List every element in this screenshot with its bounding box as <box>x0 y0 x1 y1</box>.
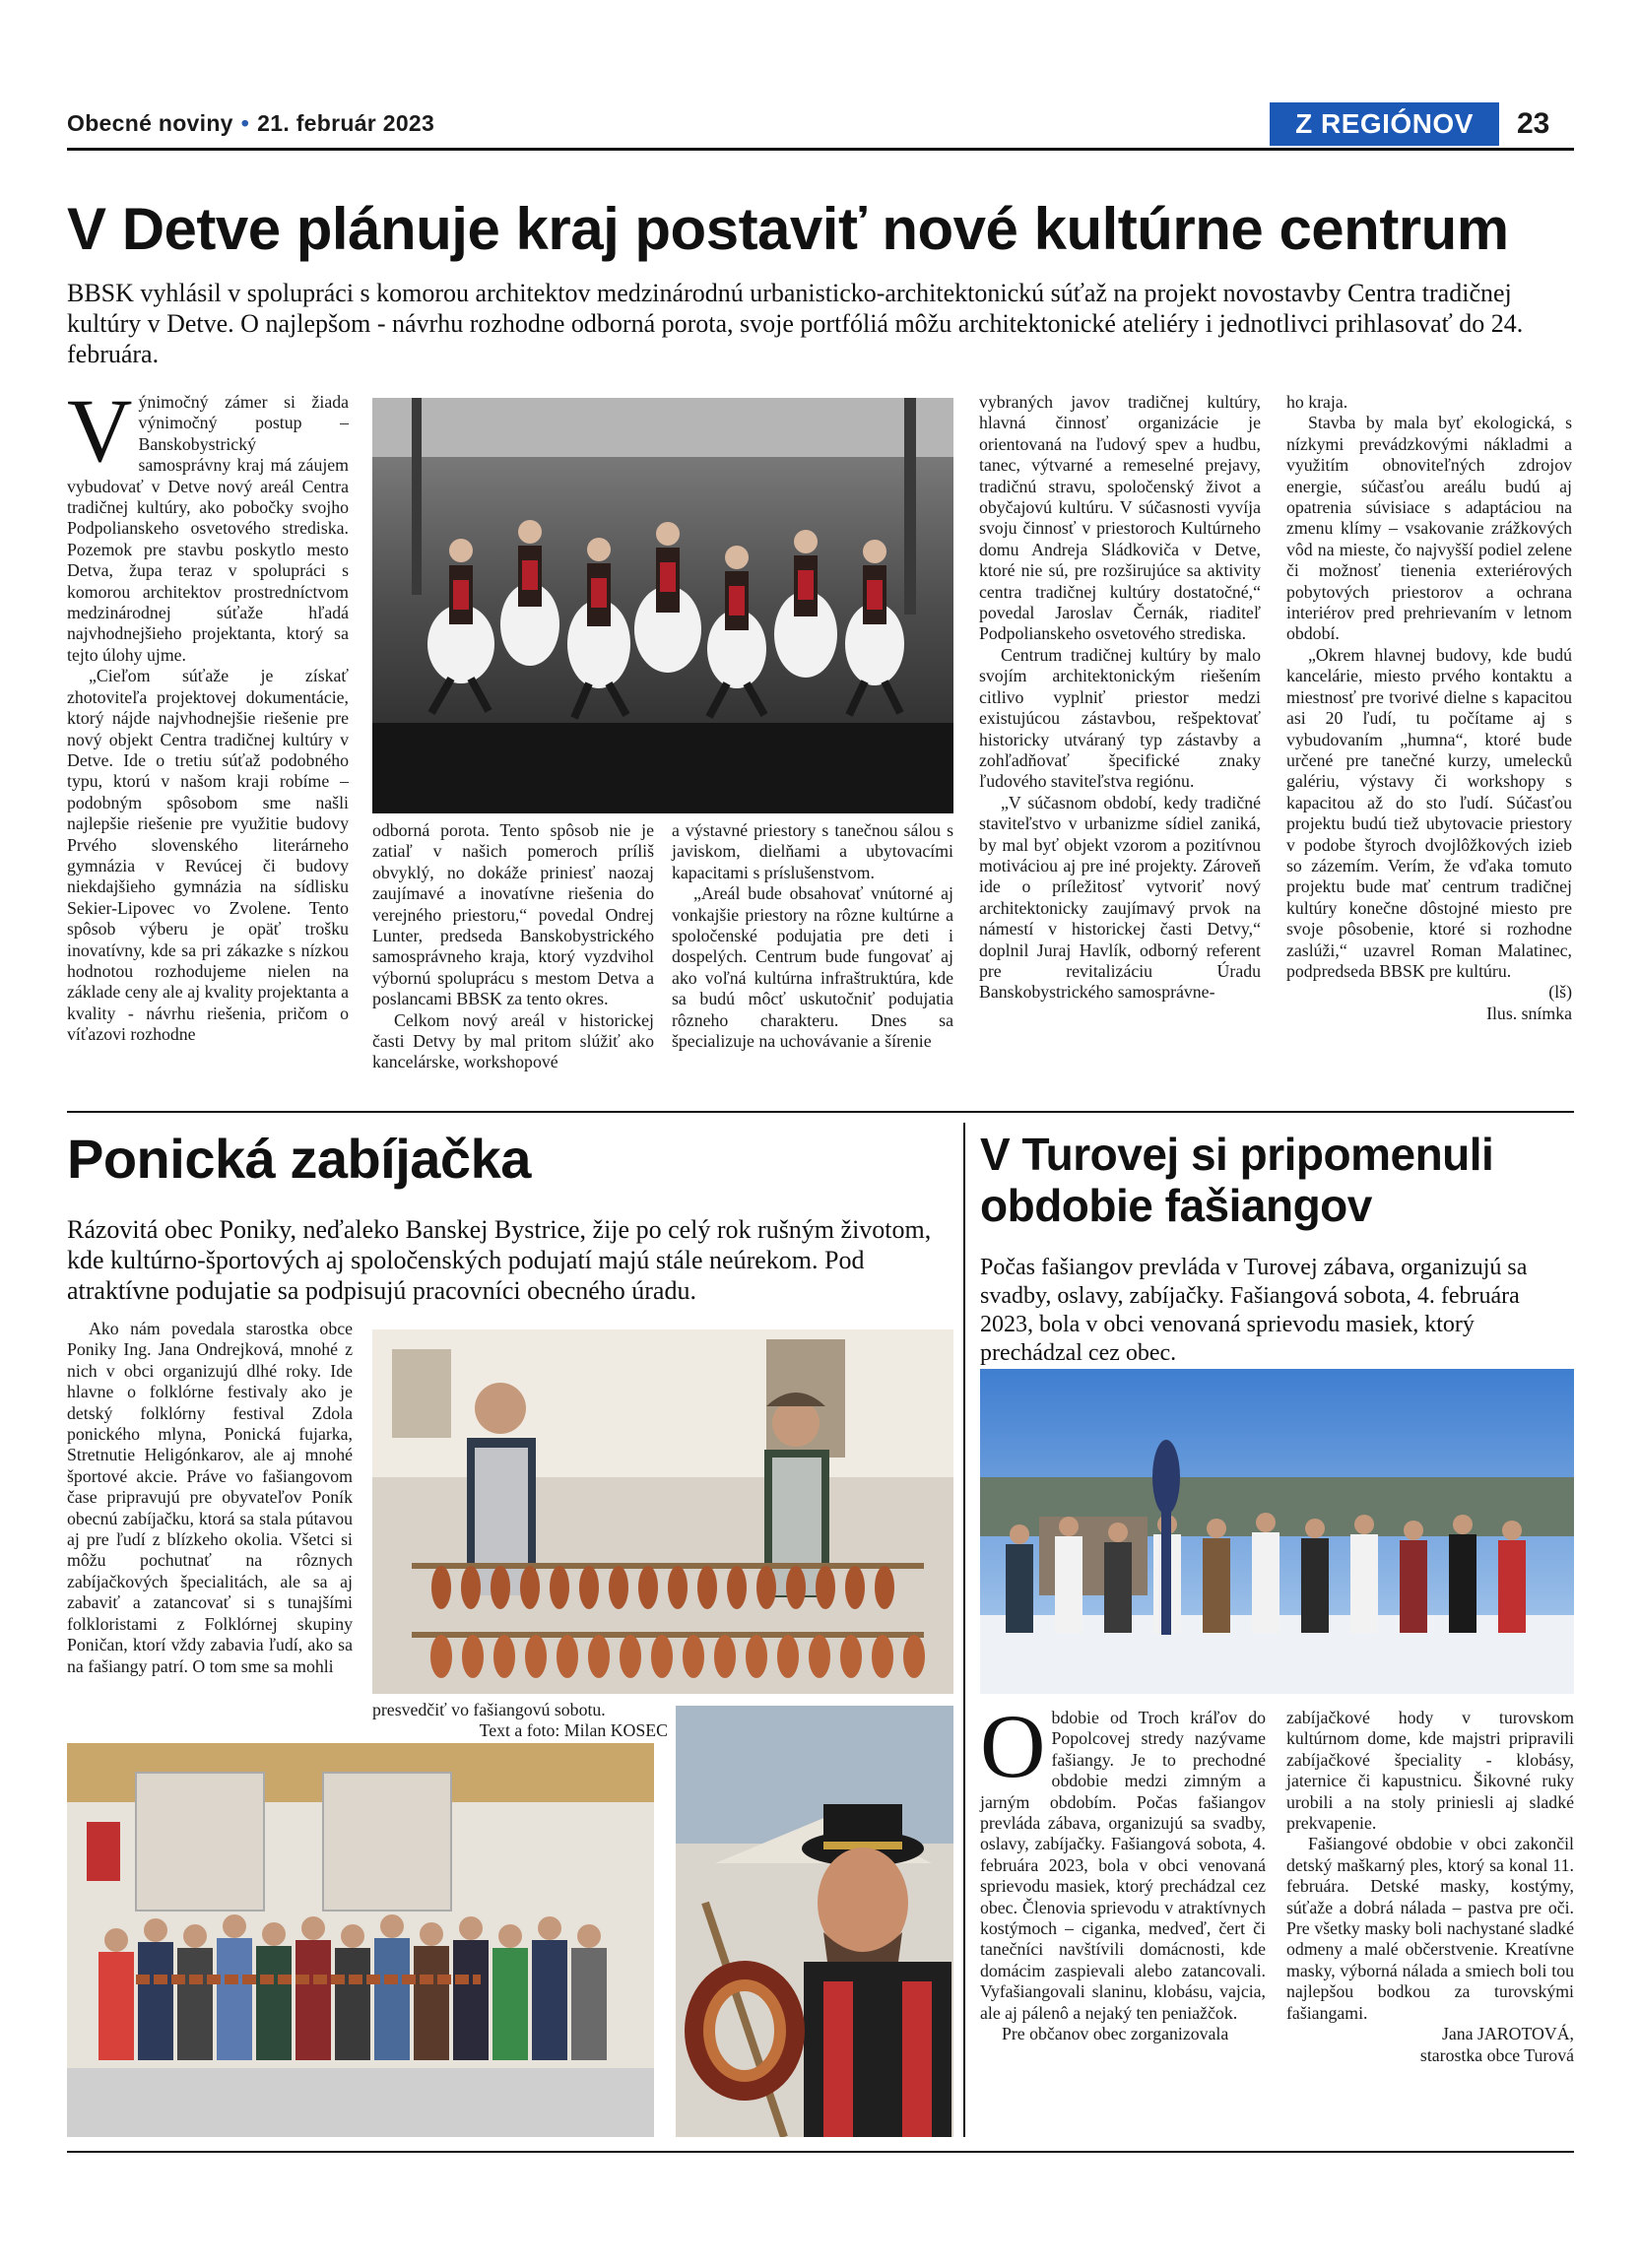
article1-headline: V Detve plánuje kraj postaviť nové kultúrne centrum <box>67 196 1509 262</box>
column-divider <box>963 1123 965 2137</box>
publication-name: Obecné noviny <box>67 110 233 136</box>
article1-col5-p1: ho kraja. <box>1286 392 1348 412</box>
article1-photo-credit: Ilus. snímka <box>1486 1003 1572 1023</box>
page-number: 23 <box>1517 107 1550 140</box>
article1-col1-p1: ýnimočný zámer si žiada výnimočný postup – Banskobystrický samosprávny kraj má záujem vybudovať v Detve nový areál Centra tradičnej kultúry, ako pobočky svojho Podpolianskeho osvetového strediska. Pozemok pre stavbu poskytlo mesto Detva, župa teraz v spolupráci s komorou architektov prostredníctvom medzinárodnej súťaže hľadá najvhodnejšieho projektanta, ktorý sa tejto úlohy ujme. <box>67 392 349 665</box>
article2-caption-block <box>372 1700 668 1742</box>
separator-dot: • <box>240 110 250 136</box>
article1-column-1 <box>67 380 349 1046</box>
footer-rule <box>67 2151 1574 2153</box>
article3-column-2 <box>1286 1708 1574 2066</box>
article1-col4-p3: „V súčasnom období, kedy tradičné staviteľstvo v urbanizme sídiel zaniká, by mal byť objekt vzorom a pozitívnou motiváciou aj pre iné projekty. Zároveň ide o príležitosť vytvoriť nový architektonicky zaujímavý prvok na námestí v historickej časti Detvy,“ doplnil Juraj Havlík, odborný referent pre revitalizáciu Úradu Banskobystrického samosprávne- <box>979 792 1261 1003</box>
article1-column-4 <box>979 392 1261 1004</box>
article1-col4-p2: Centrum tradičnej kultúry by malo svojím architektonickým riešením citlivo vyplniť priestor medzi existujúcou zástavbou, rešpektovať historicky utváraný typ zástavby a zohľadňovať špecifické znaky ľudového staviteľstva regiónu. <box>979 644 1261 792</box>
article3-dropcap: O <box>980 1696 1046 1796</box>
article2-continuation: presvedčiť vo fašiangovú sobotu. <box>372 1700 606 1719</box>
article2-body-column <box>67 1319 353 1677</box>
article1-col2-p2: Celkom nový areál v historickej časti Detvy by mal pritom slúžiť ako kancelárske, workshopové <box>372 1009 654 1072</box>
article1-signature: (lš) <box>1548 982 1572 1003</box>
article3-col1-p2: Pre občanov obec zorganizovala <box>1002 2024 1229 2044</box>
article1-column-5 <box>1286 392 1572 1024</box>
article1-bottom-rule <box>67 1111 1574 1113</box>
article1-col3-p2: „Areál bude obsahovať vnútorné aj vonkajšie priestory na rôzne kultúrne a spoločenské podujatia pre deti i dospelých. Centrum bude fungovať aj ako voľná kultúrna infraštruktúra, kde sa budú môcť uskutočniť podujatia rôzneho charakteru. Dnes sa špecializuje na uchovávanie a šírenie <box>672 883 953 1052</box>
article1-column-3 <box>672 820 953 1052</box>
article2-lead: Rázovitá obec Poniky, neďaleko Banskej Bystrice, žije po celý rok rušným životom, kde kultúrno-športových aj spoločenských podujatí majú stále neúrekom. Pod atraktívne podujatie sa podpisujú pracovníci obecného úradu. <box>67 1215 932 1305</box>
article3-col2-p2: Fašiangové obdobie v obci zakončil detský maškarný ples, ktorý sa konal 11. februára. Detské masky, kostýmy, súťaže a dobrá nálada – pastva pre oči. Pre všetky masky boli nachystané sladké odmeny a malé občerstvenie. Kreatívne masky, výborná nálada a smiech boli tou najlepšou bodkou za turovskými fašiangami. <box>1286 1834 1574 2023</box>
article3-lead: Počas fašiangov prevláda v Turovej zábava, organizujú sa svadby, oslavy, zabíjačky. Fašiangová sobota, 4. februára 2023, bola v obci venovaná sprievodu masiek, ktorý prechádzal cez obec. <box>980 1255 1528 1366</box>
article1-col4-p1: vybraných javov tradičnej kultúry, hlavná činnosť organizácie je orientovaná na ľudový spev a hudbu, tanec, výtvarné a remeselné prejavy, tradičnú stravu, spoločenský život a obyčajovú kultúru. V súčasnosti vyvíja svoju činnosť v priestoroch Kultúrneho domu Andreja Sládkoviča v Detve, ktoré nie sú, pre rozširujúce sa aktivity centra tradičnej kultúry dostatočné,“ povedal Jaroslav Černák, riaditeľ Podpolianskeho osvetového strediska. <box>979 392 1261 644</box>
article2-body: Ako nám povedala starostka obce Poniky Ing. Jana Ondrejková, mnohé z nich v obci organizujú dlhé roky. Ide hlavne o folklórne festivaly ako je detský folklórny festival Zdola ponického mlyna, Ponická fujarka, Stretnutie Heligónkarov, ale aj mnohé športové akcie. Práve vo fašiangovom čase pripravujú pre obyvateľov Poník obecnú zabíjačku, ktorá sa stala pútavou aj pre ľudí z blízkeho okolia. Všetci si môžu pochutnať na rôznych zabíjačkových špecialitách, ale sa aj zabaviť a zatancovať si s tunajšími folkloristami z Folklórnej skupiny Poničan, ktorí vždy zabavia ľudí, ako sa na fašiangy patrí. O tom sme sa mohli <box>67 1319 353 1676</box>
article2-headline: Ponická zabíjačka <box>67 1128 531 1190</box>
article3-column-1 <box>980 1696 1266 2045</box>
section-tag: Z REGIÓNOV <box>1270 102 1499 146</box>
article1-lead: BBSK vyhlásil v spolupráci s komorou architektov medzinárodnú urbanisticko-architektonickú súťaž na projekt novostavby Centra tradičnej kultúry v Detve. O najlepšom - návrhu rozhodne odborná porota, svoje portfóliá môžu architektonické ateliéry i jednotlivci prihlasovať do 24. februára. <box>67 279 1524 368</box>
article1-column-2 <box>372 820 654 1073</box>
article1-col2-p1: odborná porota. Tento spôsob nie je zatiaľ v našich pomeroch príliš obvyklý, no dokáže priniesť naozaj zaujímavé a inovatívne riešenia do verejného priestoru,“ povedal Ondrej Lunter, predseda Banskobystrického samosprávneho kraja, ktorý vyzdvihol výbornú spoluprácu s mestom Detva a poslancami BBSK za tento okres. <box>372 820 654 1009</box>
group-photo-poniky <box>67 1743 654 2137</box>
article3-col1-p1: bdobie od Troch kráľov do Popolcovej stredy nazývame fašiangy. Je to prechodné obdobie medzi zimným a jarným obdobím. Počas fašiangov prevláda zábava, organizujú sa svadby, oslavy, zabíjačky. Fašiangová sobota, 4. februára 2023, bola v obci venovaná sprievodu masiek, ktorý prechádzal cez obec. Členovia sprievodu v atraktívnych kostýmoch – ciganka, medveď, čert či tanečníci navštívili domácnosti, kde domácim zaspievali alebo zatancovali. Vyfašiangovali slaninu, klobásu, vajcia, ale aj pálenô a nejaký ten peniažčok. <box>980 1708 1266 2023</box>
article3-author-role: starostka obce Turová <box>1419 2044 1574 2065</box>
article2-credit: Text a foto: Milan KOSEC <box>479 1720 668 1741</box>
article1-dropcap: V <box>67 380 133 481</box>
article1-col5-p3: „Okrem hlavnej budovy, kde budú kancelárie, miesto prvého kontaktu a miestnosť pre tvorivé dielne s kapacitou asi 20 ľudí, tu počítame aj s vybudovaním „humna“, ktoré bude určené pre tanečné kurzy, umelecků galériu, výstavy či workshopy s kapacitou až do sto ľudí. Súčasťou projektu budú tiež ubytovacie priestory v podobe štyroch dvojlôžkových izieb so zázemím. Verím, že vďaka tomuto projektu bude mať centrum tradičnej kultúry konečne dôstojné miesto pre svoje pôsobenie, ktoré si rozhodne zaslúži,“ uzavrel Roman Malatinec, podpredseda BBSK pre kultúru. <box>1286 644 1572 981</box>
article3-headline: V Turovej si pripomenuli obdobie fašiangov <box>980 1129 1494 1231</box>
issue-date: 21. február 2023 <box>257 110 435 136</box>
article1-col3-p1: a výstavné priestory s tanečnou sálou s javiskom, dielňami a ubytovacími kapacitami s príslušenstvom. <box>672 820 953 882</box>
article3-col2-p1: zabíjačkové hody v turovskom kultúrnom dome, kde majstri pripravili zabíjačkové špeciality - klobásy, jaternice či kapustnicu. Šikovné ruky urobili a na stoly priniesli aj sladké prekvapenie. <box>1286 1708 1574 1834</box>
sausage-makers-photo <box>372 1329 953 1694</box>
masthead <box>67 110 434 137</box>
man-with-sausages-photo <box>676 1706 953 2137</box>
header-rule <box>67 148 1574 151</box>
article1-col5-p2: Stavba by mala byť ekologická, s nízkymi prevádzkovými nákladmi a využitím obnoviteľných zdrojov energie, súčasťou areálu budú aj opatrenia súvisiace s adaptáciou na zmenu klímy – vsakovanie zrážkových vôd na mieste, čo najvyšší podiel zelene či možnosť tienenia exteriérových pobytových priestorov a ochrana interiérov pred prehrievaním v letnom období. <box>1286 413 1572 644</box>
folk-dance-photo <box>372 398 953 813</box>
article3-author: Jana JAROTOVÁ, <box>1441 2024 1574 2044</box>
mask-procession-photo <box>980 1369 1574 1694</box>
article1-col1-p2: „Cieľom súťaže je získať zhotoviteľa projektovej dokumentácie, ktorý nájde najvhodnejšie riešenie pre nový objekt Centra tradičnej kultúry v Detve. Ide o tretiu súťaž podobného typu, ktorú v našom kraji robíme – podobným spôsobom sme našli najlepšie riešenie pre využitie budovy Prvého slovenského literárneho gymnázia v Revúcej či budovy niekdajšieho gymnázia na sídlisku Sekier-Lipovec vo Zvolene. Tento spôsob výberu je opäť trošku inovatívny, kde sa pri zákazke s nízkou hodnotou rozhodujeme nielen na základe ceny ale aj kvality projektanta a kvality - návrhu riešenia, pričom o víťazovi rozhodne <box>67 666 349 1045</box>
